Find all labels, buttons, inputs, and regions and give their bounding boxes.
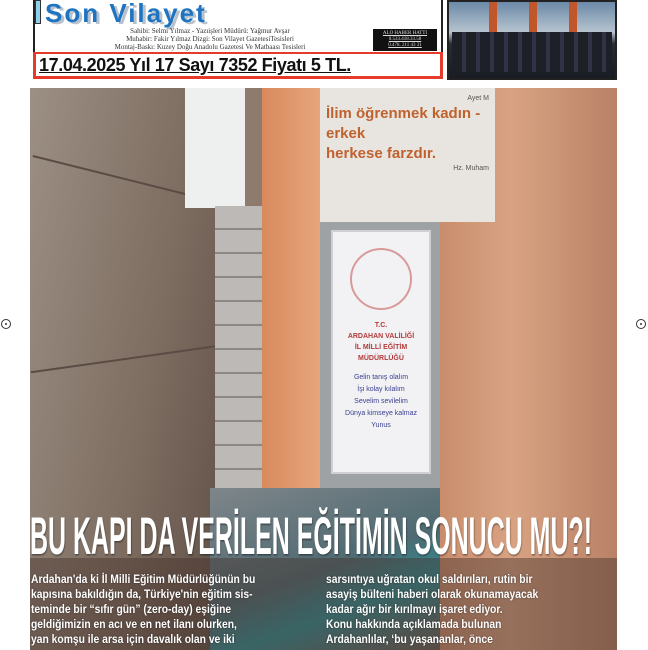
- article-line: sarsıntıya uğratan okul saldırıları, rutin bir: [326, 572, 533, 586]
- sign-line: İL MİLLİ EĞİTİM: [354, 344, 408, 351]
- poem-line: Sevelim sevilelim: [354, 398, 408, 405]
- issue-line: 17.04.2025 Yıl 17 Sayı 7352 Fiyatı 5 TL.: [36, 54, 440, 76]
- sign-line: ARDAHAN VALİLİĞİ: [347, 333, 415, 340]
- news-hotline: [373, 29, 437, 51]
- article-column-2: [326, 572, 611, 647]
- banner-line: İlim öğrenmek kadın - erkek: [326, 105, 481, 142]
- banner-line: herkese farzdır.: [326, 145, 437, 162]
- issue-bar: [33, 52, 443, 79]
- article-line: geldiğimizin en acı ve en net ilanı olurken,: [31, 617, 237, 631]
- article-line: kapısına bakıldığın da, Türkiye'nin eğitim sis-: [31, 587, 253, 601]
- registration-mark: [636, 319, 646, 329]
- article-line: Ardahanlılar, ‘bu yaşananlar, önce: [326, 632, 493, 646]
- main-photo: [30, 88, 617, 650]
- article-line: teminde bir “sıfır gün” (zero-day) eşiğine: [31, 602, 232, 616]
- sign-line: T.C.: [374, 322, 388, 329]
- group-photo: [447, 0, 617, 80]
- article-line: Konu hakkında açıklamada bulunan: [326, 617, 502, 631]
- masthead: [33, 0, 443, 52]
- hotline-title: ALO HABER HATTI: [382, 31, 428, 36]
- logo-figure-icon: [35, 0, 41, 24]
- poem-line: Gelin tanış olalım: [353, 374, 409, 381]
- quote-banner: [320, 88, 495, 222]
- credit-line: Muhabir: Fakir Yılmaz Dizgi: Son Vilayet GazetesiTesisleri: [126, 35, 294, 43]
- sign-line: MÜDÜRLÜĞÜ: [358, 355, 404, 362]
- hotline-phone: 0.478. 211 43 31: [388, 43, 422, 48]
- ministry-seal-icon: [350, 248, 412, 310]
- credit-line: Sahibi: Selmi Yılmaz - Yazıişleri Müdürü: Yağmur Avşar: [130, 27, 290, 35]
- article-line: kadar ağır bir kırılmayı işaret ediyor.: [326, 602, 503, 616]
- credit-line: Montaj-Baskı: Kuzey Doğu Anadolu Gazetesi Ve Matbaası Tesisleri: [114, 43, 306, 51]
- poem-line: İşi kolay kılalım: [357, 386, 405, 393]
- registration-mark: [1, 319, 11, 329]
- article-line: asayiş bülteni haberi olarak okunamayacak: [326, 587, 539, 601]
- poem-line: Dünya kimseye kalmaz: [345, 410, 417, 417]
- banner-small-text: Ayet M: [467, 95, 489, 102]
- door-sign: [331, 230, 431, 474]
- newspaper-logo: Son Vilayet: [45, 0, 207, 28]
- headline: BU KAPI DA VERİLEN EĞİTİMİN SONUCU MU?!: [30, 508, 593, 567]
- staff-credits: [65, 27, 355, 51]
- article-column-1: [31, 572, 316, 647]
- banner-attribution: Hz. Muham: [453, 165, 489, 172]
- hotline-phone: 0.533.418.33.58: [388, 37, 422, 42]
- poem-author: Yunus: [371, 422, 391, 429]
- article-line: yan komşu ile arsa için davalık olan ve iki: [31, 632, 235, 646]
- article-line: Ardahan'da ki İl Milli Eğitim Müdürlüğünün bu: [31, 572, 256, 586]
